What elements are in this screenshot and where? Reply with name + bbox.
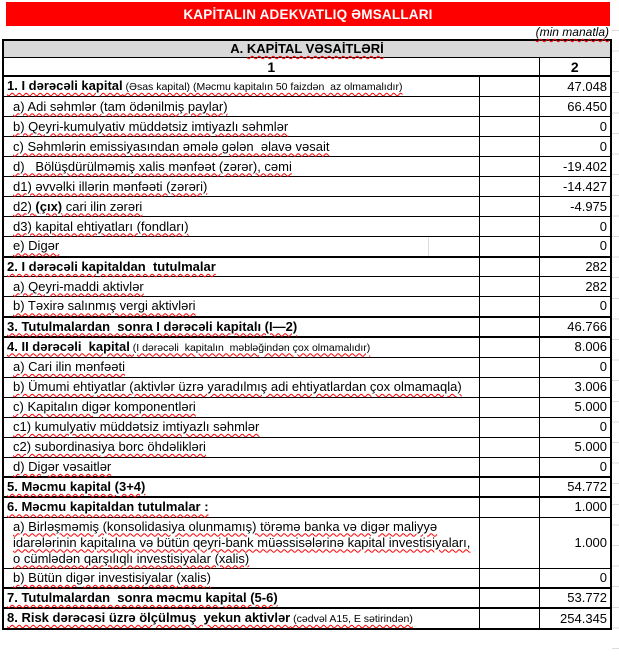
row-label-cell[interactable]: [3, 217, 479, 237]
row-label-cell[interactable]: [3, 417, 479, 437]
report-title-bar: [6, 2, 610, 26]
row-value: -19.402: [562, 158, 608, 174]
row-value: 66.450: [567, 98, 608, 114]
table-row: [3, 608, 611, 629]
row-value-cell[interactable]: [539, 157, 611, 177]
row-value: 0: [599, 419, 608, 434]
row-label-cell[interactable]: [3, 76, 479, 97]
row-label: a) Cari ilin mənfəəti: [13, 359, 125, 374]
capital-table: [2, 39, 612, 630]
row-value-cell[interactable]: [539, 337, 611, 358]
table-row: [3, 588, 611, 608]
row-spacer-cell[interactable]: [479, 588, 539, 608]
row-spacer-cell[interactable]: [479, 477, 539, 497]
row-label-cell[interactable]: [3, 337, 479, 358]
row-value: 0: [599, 218, 608, 234]
table-row: [3, 117, 611, 137]
table-row: [3, 97, 611, 117]
row-label-cell[interactable]: [3, 588, 479, 608]
row-value-cell[interactable]: [539, 137, 611, 157]
row-spacer-cell[interactable]: [479, 97, 539, 117]
row-spacer-cell[interactable]: [479, 217, 539, 237]
row-spacer-cell[interactable]: [479, 317, 539, 337]
row-label-cell[interactable]: [3, 568, 479, 588]
row-label: b) Qeyri-kumulyativ müddətsiz imtiyazlı səhmlər: [13, 118, 289, 134]
row-value: 0: [599, 138, 608, 154]
row-value-cell[interactable]: [539, 517, 611, 568]
row-label: d) Digər vəsaitlər: [13, 458, 112, 474]
row-spacer-cell[interactable]: [479, 337, 539, 358]
table-row: [3, 417, 611, 437]
table-row: [3, 157, 611, 177]
row-value: 46.766: [567, 318, 608, 334]
row-spacer-cell[interactable]: [479, 517, 539, 568]
row-label-cell[interactable]: [3, 277, 479, 297]
row-value-cell[interactable]: [539, 177, 611, 197]
table-row: [3, 237, 611, 257]
row-label-cell[interactable]: [3, 297, 479, 317]
row-spacer-cell[interactable]: [479, 568, 539, 588]
table-row: [3, 397, 611, 417]
row-spacer-cell[interactable]: [479, 76, 539, 97]
row-spacer-cell[interactable]: [479, 357, 539, 377]
row-spacer-cell[interactable]: [479, 497, 539, 517]
section-header-cell[interactable]: [3, 40, 611, 58]
row-value: -14.427: [562, 178, 608, 194]
row-spacer-cell[interactable]: [479, 437, 539, 457]
row-label: 7. Tutulmalardan sonra məcmu kapital (5-6): [7, 590, 278, 605]
table-row: [3, 197, 611, 217]
row-value: 54.772: [567, 479, 608, 494]
row-value-cell[interactable]: [539, 608, 611, 629]
row-label: c1) kumulyativ müddətsiz imtiyazlı səhmlər: [13, 419, 260, 434]
row-value: 0: [599, 359, 608, 374]
row-label-cell[interactable]: [3, 237, 479, 257]
row-label: c2) subordinasiya borc öhdəlikləri: [13, 439, 206, 454]
row-label-cell[interactable]: [3, 97, 479, 117]
row-spacer-cell[interactable]: [479, 417, 539, 437]
row-label: a) Birləşməmiş (konsolidasiya olunmamış) törəmə banka və digər maliyyə idarələrinin kapitalına və bütün qeyri-bank müəssisələrinə kapital investisiyaları, o cümlədən qarşılıqlı investisiyalar (xalis): [13, 518, 471, 566]
row-label-cell[interactable]: [3, 457, 479, 477]
table-row: [3, 477, 611, 497]
row-value-cell[interactable]: [539, 588, 611, 608]
row-value-cell[interactable]: [539, 477, 611, 497]
row-label: d3) kapital ehtiyatları (fondları): [13, 218, 189, 234]
row-label: 4. II dərəcəli kapital: [7, 338, 130, 354]
row-value: 1.000: [574, 534, 608, 550]
section-header-prefix: A.: [230, 41, 244, 56]
section-header-row: [3, 40, 611, 58]
row-spacer-cell[interactable]: [479, 177, 539, 197]
table-row: [3, 517, 611, 568]
table-row: [3, 357, 611, 377]
row-value-cell[interactable]: [539, 97, 611, 117]
row-value-cell[interactable]: [539, 397, 611, 417]
row-label-cell[interactable]: [3, 157, 479, 177]
row-value: 47.048: [567, 78, 608, 94]
row-value-cell[interactable]: [539, 568, 611, 588]
row-label-cell[interactable]: [3, 137, 479, 157]
row-spacer-cell[interactable]: [479, 257, 539, 277]
row-spacer-cell[interactable]: [479, 377, 539, 397]
row-value-cell[interactable]: [539, 317, 611, 337]
row-value-cell[interactable]: [539, 76, 611, 97]
row-label-note: (I dərəcəli kapitalın məbləğindən çox olmamalıdır): [129, 341, 371, 354]
row-value-cell[interactable]: [539, 197, 611, 217]
row-value-cell[interactable]: [539, 237, 611, 257]
row-spacer-cell[interactable]: [479, 457, 539, 477]
row-value: 0: [599, 298, 608, 314]
row-spacer-cell[interactable]: [479, 117, 539, 137]
row-value: -4.975: [570, 198, 608, 214]
row-label-cell[interactable]: [3, 257, 479, 277]
row-label-cell[interactable]: [3, 608, 479, 629]
table-row: [3, 568, 611, 588]
sheet: [0, 2, 619, 659]
row-label-cell[interactable]: [3, 517, 479, 568]
table-row: [3, 137, 611, 157]
row-label-cell[interactable]: [3, 117, 479, 137]
row-label-cell[interactable]: [3, 497, 479, 517]
row-spacer-cell[interactable]: [479, 157, 539, 177]
row-label-cell[interactable]: [3, 397, 479, 417]
row-value-cell[interactable]: [539, 297, 611, 317]
row-label: d1) əvvəlki illərin mənfəəti (zərəri): [13, 178, 208, 194]
row-label-cell[interactable]: [3, 177, 479, 197]
row-label: b) Bütün digər investisiyalar (xalis): [13, 569, 211, 585]
row-label: e) Digər: [13, 238, 60, 254]
table-row: [3, 337, 611, 358]
row-label: b) Ümumi ehtiyatlar (aktivlər üzrə yaradılmış adi ehtiyatlardan çox olmamaqla): [13, 379, 462, 394]
unit-note: [2, 26, 609, 39]
row-label: 1. I dərəcəli kapital: [7, 78, 123, 93]
row-label: c) Səhmlərin emissiyasından əmələ gələn əlavə vəsait: [13, 138, 330, 154]
row-spacer-cell[interactable]: [479, 277, 539, 297]
table-row: [3, 457, 611, 477]
row-label: 5. Məcmu kapital (3+4): [7, 479, 146, 494]
table-row: [3, 497, 611, 517]
section-header-title: KAPİTAL VƏSAİTLƏRİ: [246, 41, 384, 56]
row-label: 8. Risk dərəcəsi üzrə ölçülmuş yekun aktivlər: [7, 610, 291, 625]
row-label-cell[interactable]: [3, 477, 479, 497]
row-label: c) Kapitalın digər komponentləri: [13, 399, 196, 414]
row-label: b) Təxirə salınmış vergi aktivləri: [13, 298, 196, 314]
row-label: 2. I dərəcəli kapitaldan tutulmalar: [7, 258, 216, 274]
row-value-cell[interactable]: [539, 357, 611, 377]
row-value-cell[interactable]: [539, 257, 611, 277]
row-value-cell[interactable]: [539, 417, 611, 437]
table-row: [3, 317, 611, 337]
row-value: 8.006: [574, 339, 608, 354]
table-row: [3, 177, 611, 197]
row-value: 0: [599, 569, 608, 585]
row-label-cell[interactable]: [3, 437, 479, 457]
table-row: [3, 297, 611, 317]
table-row: [3, 377, 611, 397]
unit-note-text: (min manatla): [535, 25, 609, 39]
row-value-cell[interactable]: [539, 377, 611, 397]
row-label: a) Adi səhmlər (tam ödənilmiş paylar): [13, 98, 228, 114]
row-value-cell[interactable]: [539, 457, 611, 477]
excel-gridlines: [612, 30, 619, 654]
row-value: 5.000: [574, 439, 608, 454]
row-value: 254.345: [560, 610, 608, 626]
row-value: 0: [599, 238, 608, 254]
row-value: 282: [585, 278, 608, 294]
column-header-1[interactable]: 1: [3, 58, 539, 77]
row-value: 1.000: [574, 499, 608, 515]
row-label-note: (Əsas kapital) (Məcmu kapitalın 50 faizdən az olmamalıdır): [122, 81, 403, 93]
table-row: [3, 437, 611, 457]
column-header-2[interactable]: 2: [539, 58, 611, 77]
row-label: 3. Tutulmalardan sonra I dərəcəli kapitalı (I—2): [7, 318, 298, 334]
row-label-cell[interactable]: [3, 197, 479, 217]
row-value: 3.006: [574, 379, 608, 394]
row-value: 0: [599, 118, 608, 134]
row-value-cell[interactable]: [539, 217, 611, 237]
row-spacer-cell[interactable]: [479, 197, 539, 217]
row-spacer-cell[interactable]: [479, 608, 539, 629]
report-title: KAPİTALIN ADEKVATLIQ ƏMSALLARI: [183, 7, 433, 22]
row-label: 6. Məcmu kapitaldan tutulmalar :: [7, 499, 209, 515]
row-value-cell[interactable]: [539, 277, 611, 297]
row-label: d) Bölüşdürülməmiş xalis mənfəət (zərər), cəmi: [13, 158, 292, 174]
row-label: a) Qeyri-maddi aktivlər: [13, 278, 144, 294]
table-row: [3, 76, 611, 97]
row-value: 5.000: [574, 399, 608, 414]
row-value-cell[interactable]: [539, 497, 611, 517]
row-label-cell[interactable]: [3, 317, 479, 337]
row-spacer-cell[interactable]: [479, 297, 539, 317]
row-label: d2) (çıx) cari ilin zərəri: [13, 198, 143, 214]
row-label-note: (cədvəl A15, E sətirindən): [290, 613, 413, 625]
row-value: 282: [585, 258, 608, 274]
row-value: 53.772: [567, 590, 608, 605]
table-row: [3, 257, 611, 277]
row-spacer-cell[interactable]: [479, 237, 539, 257]
row-spacer-cell[interactable]: [479, 397, 539, 417]
row-label-cell[interactable]: [3, 377, 479, 397]
table-row: [3, 217, 611, 237]
row-value: 0: [599, 458, 608, 474]
row-value-cell[interactable]: [539, 117, 611, 137]
row-label-cell[interactable]: [3, 357, 479, 377]
column-header-row: [3, 58, 611, 77]
row-spacer-cell[interactable]: [479, 137, 539, 157]
table-row: [3, 277, 611, 297]
row-value-cell[interactable]: [539, 437, 611, 457]
